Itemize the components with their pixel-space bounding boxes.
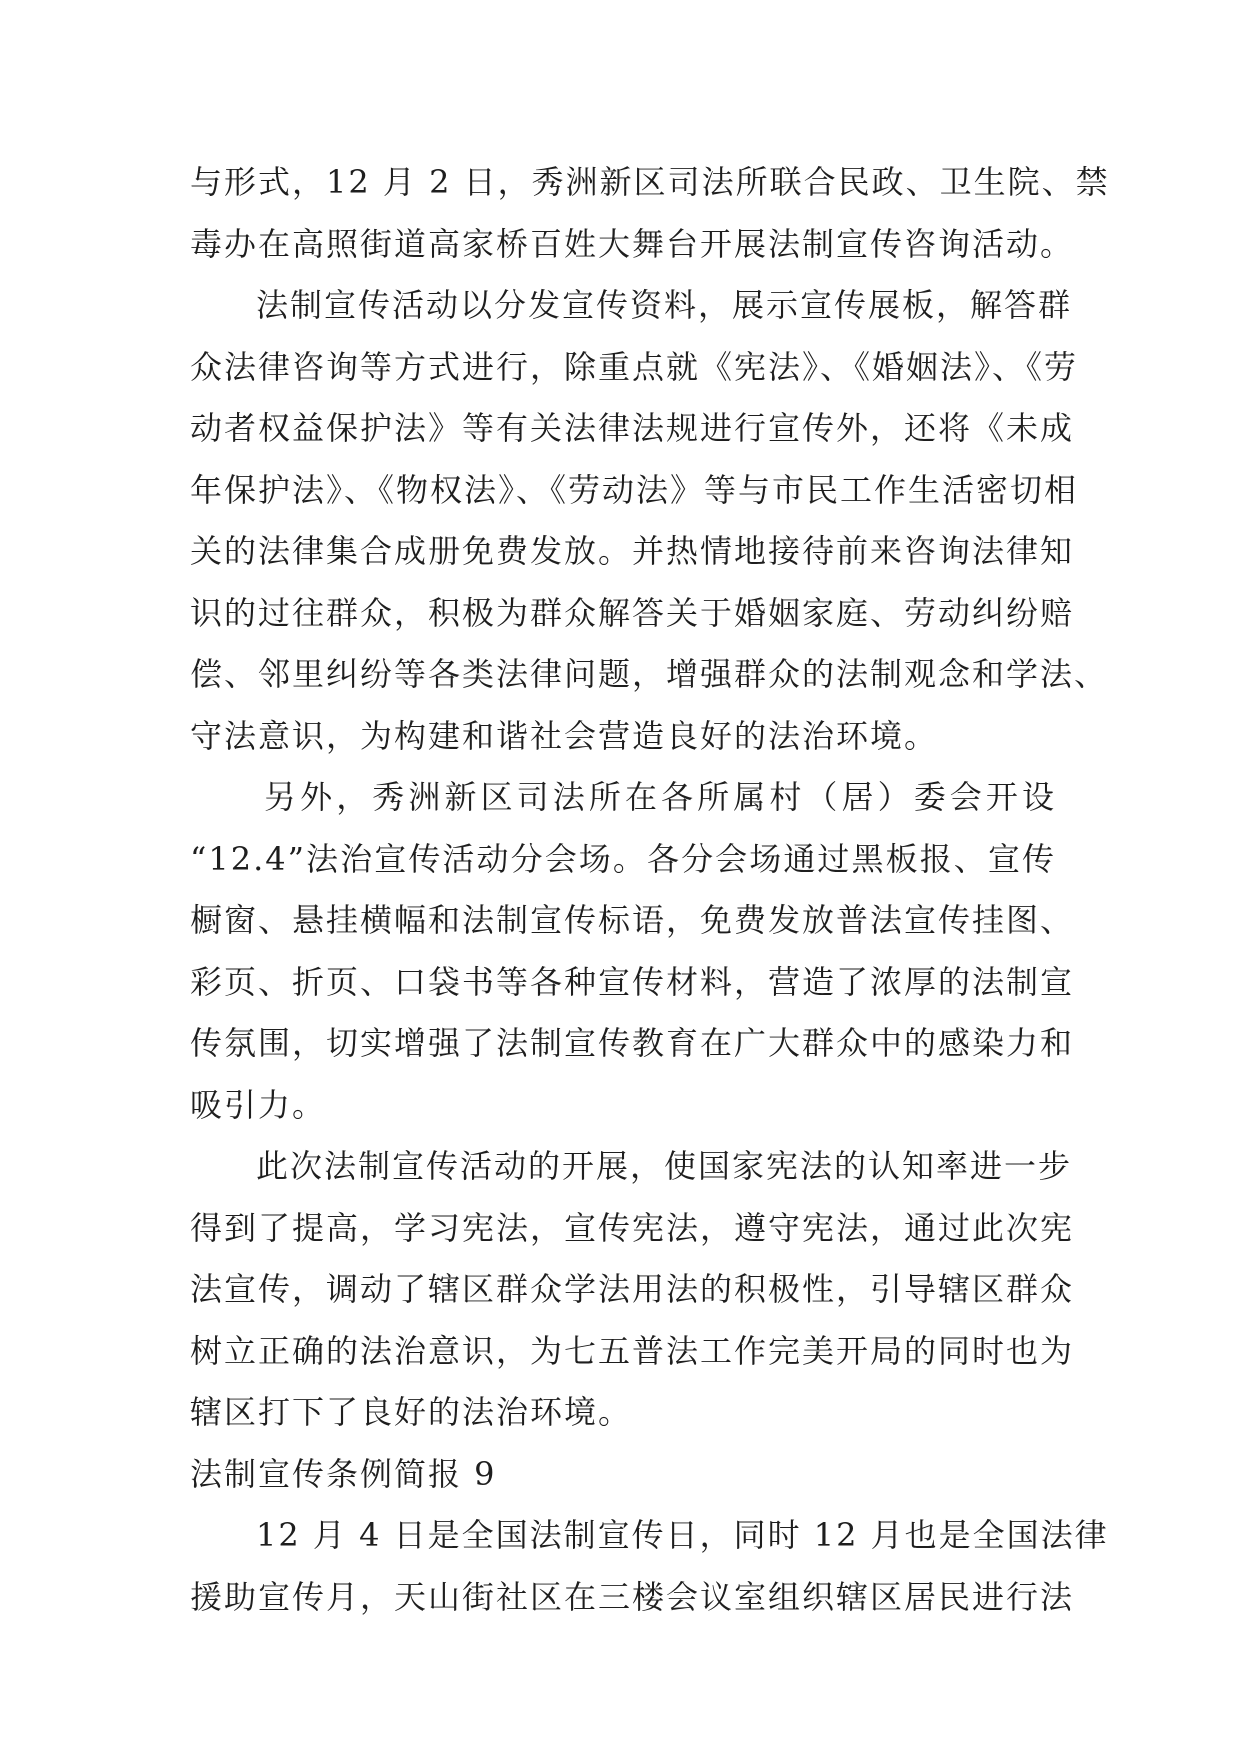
text-line: 援助宣传月，天山街社区在三楼会议室组织辖区居民进行法: [190, 1577, 1075, 1616]
text-line: 年保护法》、《物权法》、《劳动法》等与市民工作生活密切相: [190, 470, 1079, 509]
document-body: [190, 152, 1110, 1628]
text-line: 树立正确的法治意识，为七五普法工作完美开局的同时也为: [190, 1331, 1075, 1370]
text-line: 守法意识，为构建和谐社会营造良好的法治环境。: [190, 716, 939, 755]
text-line: 吸引力。: [190, 1085, 327, 1124]
text-line: 关的法律集合成册免费发放。并热情地接待前来咨询法律知: [190, 532, 1075, 570]
text-line: 动者权益保护法》等有关法律法规进行宣传外，还将《未成: [190, 409, 1075, 447]
text-line: 得到了提高，学习宪法，宣传宪法，遵守宪法，通过此次宪: [190, 1208, 1075, 1247]
text-line: 12 月 4 日是全国法制宣传日，同时 12 月也是全国法律: [256, 1516, 1109, 1554]
text-line: 法宣传，调动了辖区群众学法用法的积极性，引导辖区群众: [190, 1270, 1075, 1308]
text-line: 传氛围，切实增强了法制宣传教育在广大群众中的感染力和: [190, 1024, 1075, 1062]
text-line: 识的过往群众，积极为群众解答关于婚姻家庭、劳动纠纷赔: [190, 593, 1075, 632]
text-line: 辖区打下了良好的法治环境。: [190, 1393, 633, 1431]
text-line: 法制宣传活动以分发宣传资料，展示宣传展板，解答群: [256, 286, 1073, 324]
text-line: 众法律咨询等方式进行，除重点就《宪法》、《婚姻法》、《劳: [190, 347, 1079, 386]
text-line: 彩页、折页、口袋书等各种宣传材料，营造了浓厚的法制宣: [190, 962, 1075, 1001]
text-line: 与形式，12 月 2 日，秀洲新区司法所联合民政、卫生院、禁: [190, 163, 1110, 201]
text-line: 橱窗、悬挂横幅和法制宣传标语，免费发放普法宣传挂图、: [190, 901, 1075, 939]
section-heading: 法制宣传条例简报 9: [190, 1454, 497, 1493]
text-line: “12.4”法治宣传活动分会场。各分会场通过黑板报、宣传: [190, 839, 1056, 878]
text-line: 此次法制宣传活动的开展，使国家宪法的认知率进一步: [256, 1147, 1073, 1185]
text-line: 另外，秀洲新区司法所在各所属村（居）委会开设: [264, 778, 1056, 816]
text-line: 偿、邻里纠纷等各类法律问题，增强群众的法制观念和学法、: [190, 655, 1109, 693]
text-line: 毒办在高照街道高家桥百姓大舞台开展法制宣传咨询活动。: [190, 224, 1075, 263]
